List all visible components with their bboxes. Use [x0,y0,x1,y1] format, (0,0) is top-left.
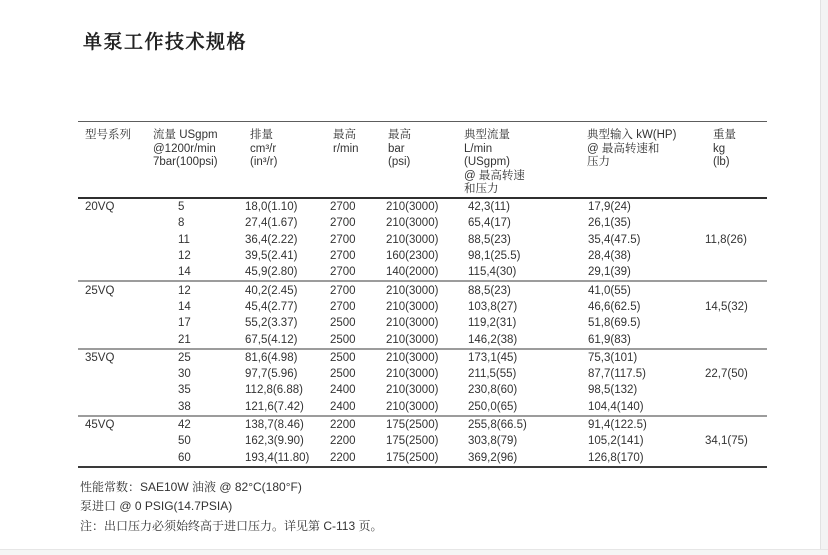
table-section-20vq [78,199,767,280]
note-line: 注：出口压力必须始终高于进口压力。详见第 C-113 页。 [80,518,383,533]
table-cell-displacement: 67,5(4.12) [245,333,298,346]
table-cell-displacement: 193,4(11.80) [245,451,310,464]
table-cell-typical-flow: 103,8(27) [468,300,518,313]
page-title: 单泵工作技术规格 [83,32,248,53]
table-cell-flow: 12 [178,284,191,297]
spec-table [78,121,767,468]
table-cell-typical-input: 87,7(117.5) [588,368,646,381]
table-cell-max-pressure: 210(3000) [386,368,439,381]
table-cell-displacement: 162,3(9.90) [245,435,304,448]
table-row [78,417,767,433]
table-cell-flow: 17 [178,317,191,330]
table-cell-max-speed: 2400 [330,400,356,413]
table-cell-max-speed: 2700 [330,266,356,279]
table-cell-displacement: 138,7(8.46) [245,419,304,431]
table-cell-max-speed: 2700 [330,233,356,246]
column-header-line: 最高 [333,129,356,141]
table-cell-typical-flow: 173,1(45) [468,351,518,364]
column-header-line: 压力 [587,156,610,169]
model-cell: 25VQ [85,284,115,297]
column-header-line: L/min [464,142,493,155]
model-cell: 20VQ [85,201,115,214]
table-cell-displacement: 18,0(1.10) [245,201,298,214]
column-header-line: @ 最高转速 [464,169,525,182]
notes-block [80,478,828,537]
table-row [78,315,767,331]
table-cell-typical-input: 26,1(35) [588,217,631,230]
table-section-25vq [78,280,767,347]
table-cell-typical-input: 104,4(140) [588,400,644,413]
table-cell-displacement: 45,9(2.80) [245,266,298,279]
column-header-line: 最高 [388,129,411,141]
column-header-line: 流量 USgpm [153,129,218,141]
table-cell-typical-input: 51,8(69.5) [588,317,641,330]
table-cell-typical-input: 98,5(132) [588,384,638,397]
table-cell-max-speed: 2700 [330,300,356,313]
note-line: 泵进口 @ 0 PSIG(14.7PSIA) [80,499,233,514]
table-cell-max-pressure: 210(3000) [386,233,439,246]
table-cell-flow: 60 [178,451,191,464]
table-cell-flow: 30 [178,368,191,381]
column-header-line: cm³/r [250,142,277,155]
page-edge-right [820,0,828,555]
table-cell-typical-input: 28,4(38) [588,250,631,263]
column-header-model-series [78,129,150,197]
column-header-line: @ 最高转速和 [587,142,660,155]
column-header-displacement [238,129,326,197]
table-cell-flow: 42 [178,419,191,431]
column-header-typical-flow [464,129,586,197]
table-cell-displacement: 81,6(4.98) [245,351,298,364]
column-header-line: (USgpm) [464,156,511,169]
table-cell-max-pressure: 210(3000) [386,384,439,397]
table-cell-typical-flow: 369,2(96) [468,451,518,464]
column-header-max-pressure [386,129,464,197]
table-cell-typical-input: 17,9(24) [588,201,631,214]
table-cell-typical-input: 46,6(62.5) [588,300,641,313]
table-row [78,232,767,248]
column-header-line: 典型输入 kW(HP) [587,129,677,141]
table-cell-displacement: 40,2(2.45) [245,284,298,297]
page-edge-bottom [0,549,828,555]
table-cell-max-pressure: 210(3000) [386,400,439,413]
table-cell-displacement: 36,4(2.22) [245,233,298,246]
table-cell-typical-flow: 115,4(30) [468,266,517,279]
table-cell-max-pressure: 210(3000) [386,201,439,214]
table-cell-max-speed: 2700 [330,201,356,214]
column-header-typical-input [586,129,704,197]
table-row [78,433,767,449]
table-cell-max-pressure: 210(3000) [386,333,439,346]
table-cell-displacement: 121,6(7.42) [245,400,304,413]
table-cell-displacement: 97,7(5.96) [245,368,298,381]
table-cell-max-speed: 2200 [330,419,356,431]
table-cell-max-speed: 2500 [330,368,356,381]
weight-value: 34,1(75) [705,435,748,448]
weight-value: 14,5(32) [705,301,748,314]
table-row [78,366,767,382]
table-cell-max-pressure: 210(3000) [386,300,439,313]
table-cell-max-speed: 2500 [330,351,356,364]
table-row [78,350,767,366]
table-cell-flow: 11 [178,233,190,246]
table-cell-typical-flow: 42,3(11) [468,201,510,214]
table-cell-flow: 14 [178,300,191,313]
table-cell-typical-flow: 211,5(55) [468,368,517,381]
table-cell-typical-input: 29,1(39) [588,266,631,279]
table-cell-typical-flow: 88,5(23) [468,233,511,246]
table-cell-typical-flow: 65,4(17) [468,217,511,230]
table-cell-displacement: 27,4(1.67) [245,217,298,230]
column-header-line: @1200r/min [153,142,216,155]
model-cell: 45VQ [85,419,115,431]
table-cell-flow: 25 [178,351,191,364]
table-cell-max-pressure: 210(3000) [386,351,439,364]
table-cell-flow: 50 [178,435,191,448]
table-cell-flow: 14 [178,266,191,279]
table-cell-typical-flow: 230,8(60) [468,384,518,397]
table-cell-max-speed: 2700 [330,284,356,297]
table-row [78,199,767,215]
table-cell-flow: 35 [178,384,191,397]
table-cell-typical-input: 41,0(55) [588,284,631,297]
table-cell-flow: 8 [178,217,185,230]
table-cell-flow: 5 [178,201,185,214]
table-cell-typical-input: 35,4(47.5) [588,233,641,246]
note-line: 性能常数：SAE10W 油液 @ 82°C(180°F) [80,479,302,494]
table-cell-displacement: 39,5(2.41) [245,250,298,263]
table-section-45vq [78,415,767,466]
column-header-line: 7bar(100psi) [153,156,218,169]
table-cell-max-pressure: 210(3000) [386,217,439,230]
table-row [78,264,767,280]
table-cell-typical-flow: 98,1(25.5) [468,250,521,263]
table-cell-typical-flow: 255,8(66.5) [468,419,527,431]
table-cell-max-speed: 2200 [330,451,356,464]
column-header-line: bar [388,142,405,155]
table-cell-max-speed: 2500 [330,317,356,330]
column-header-line: (psi) [388,156,411,169]
table-row [78,382,767,398]
column-header-max-speed [326,129,386,197]
column-header-line: 重量 [713,129,736,141]
table-row [78,331,767,347]
table-cell-flow: 12 [178,250,191,263]
table-cell-typical-input: 105,2(141) [588,435,644,448]
table-cell-typical-input: 75,3(101) [588,351,638,364]
table-cell-flow: 21 [178,333,191,346]
table-cell-max-speed: 2700 [330,250,356,263]
table-cell-typical-flow: 119,2(31) [468,317,517,330]
table-cell-max-pressure: 140(2000) [386,266,439,279]
table-row [78,248,767,264]
table-cell-max-speed: 2200 [330,435,356,448]
table-cell-max-speed: 2400 [330,384,356,397]
table-cell-max-pressure: 175(2500) [386,419,439,431]
table-cell-typical-input: 126,8(170) [588,451,644,464]
table-cell-max-pressure: 175(2500) [386,435,439,448]
table-cell-typical-input: 61,9(83) [588,333,631,346]
model-cell: 35VQ [85,351,115,364]
table-cell-typical-flow: 88,5(23) [468,284,511,297]
table-cell-typical-flow: 303,8(79) [468,435,518,448]
column-header-line: (lb) [713,156,730,169]
table-row [78,299,767,315]
table-cell-max-pressure: 210(3000) [386,317,439,330]
table-cell-flow: 38 [178,400,191,413]
table-cell-max-speed: 2500 [330,333,356,346]
column-header-flow [150,129,238,197]
table-cell-displacement: 45,4(2.77) [245,300,298,313]
table-cell-typical-flow: 250,0(65) [468,400,518,413]
table-row [78,215,767,231]
table-cell-max-speed: 2700 [330,217,356,230]
table-cell-max-pressure: 160(2300) [386,250,439,263]
table-cell-max-pressure: 175(2500) [386,451,439,464]
weight-value: 22,7(50) [705,368,748,381]
table-row [78,399,767,415]
column-header-line: 排量 [250,129,273,141]
table-cell-typical-input: 91,4(122.5) [588,419,647,431]
table-header-row [78,121,767,199]
column-header-weight [704,129,767,197]
column-header-line: 典型流量 [464,129,510,141]
column-header-line: kg [713,142,726,155]
table-cell-displacement: 112,8(6.88) [245,384,303,397]
table-row [78,449,767,465]
table-cell-typical-flow: 146,2(38) [468,333,518,346]
table-body [78,199,767,468]
table-cell-displacement: 55,2(3.37) [245,317,298,330]
column-header-line: r/min [333,142,359,155]
column-header-line: 型号系列 [85,129,131,141]
table-section-35vq [78,348,767,415]
table-row [78,282,767,298]
weight-value: 11,8(26) [705,233,747,246]
table-cell-max-pressure: 210(3000) [386,284,439,297]
column-header-line: 和压力 [464,183,499,196]
column-header-line: (in³/r) [250,156,278,169]
